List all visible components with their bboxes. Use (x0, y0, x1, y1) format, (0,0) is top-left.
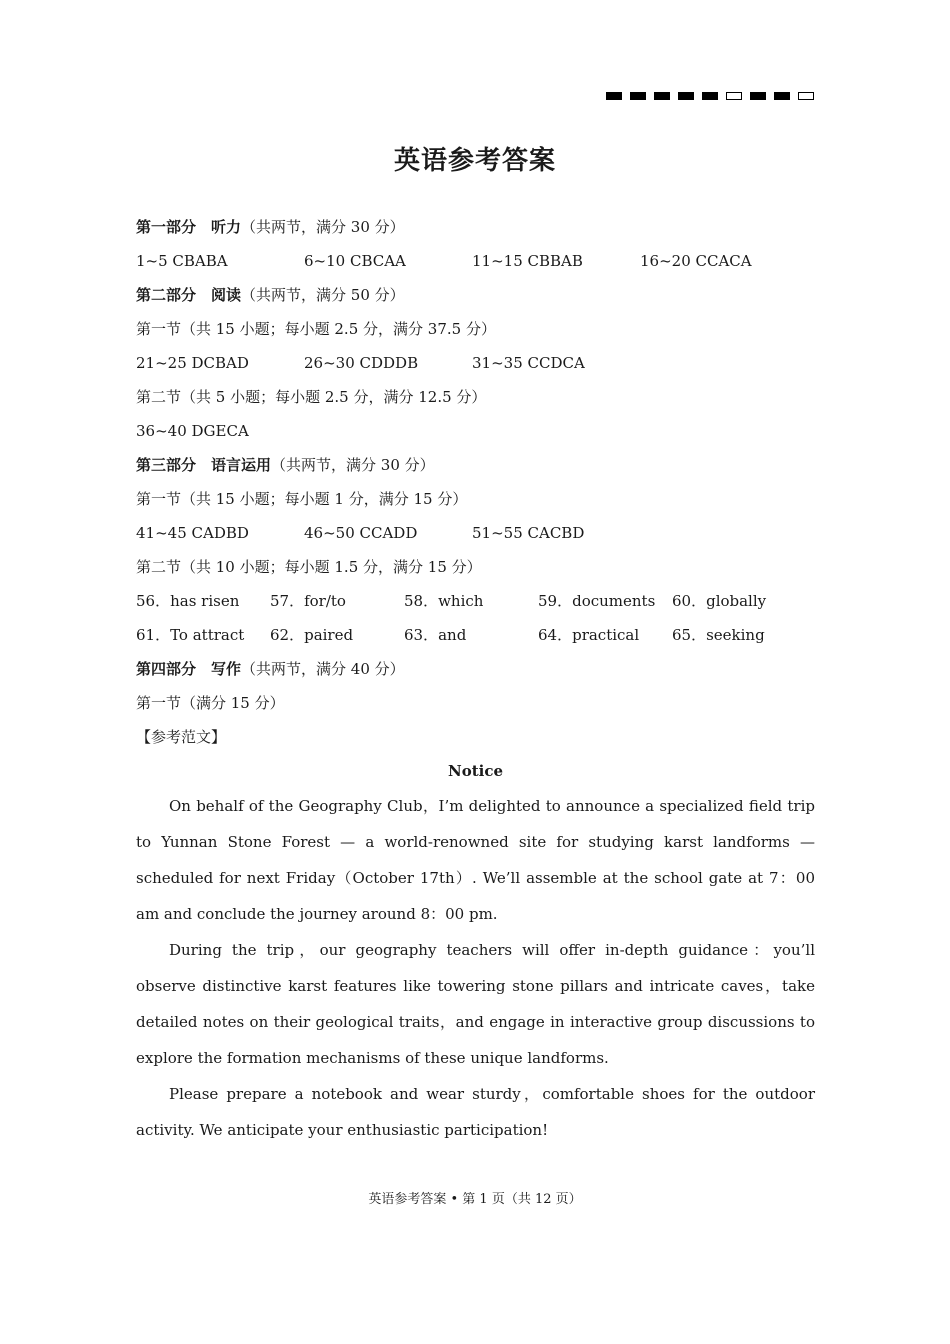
header-mark (726, 92, 742, 100)
part3-sec1-label: 第一节（共 15 小题；每小题 1 分，满分 15 分） (136, 490, 468, 508)
sample-paragraph: On behalf of the Geography Club，I’m delighted to announce a specialized field trip to Yunnan Stone Forest — a world-renowned site for studying karst landforms — scheduled for next Friday（October 17th）. We’ll assemble at the school gate at 7：00 am and conclude the journey around 8：00 pm. (136, 797, 815, 923)
part2-heading: 第二部分 阅读（共两节，满分 50 分） (136, 286, 405, 304)
answer-item: 58．which (404, 592, 484, 610)
answer-group: 31~35 CCDCA (472, 354, 585, 372)
part3-sec2-label: 第二节（共 10 小题；每小题 1.5 分，满分 15 分） (136, 558, 482, 576)
sample-label: 【参考范文】 (136, 728, 227, 746)
answer-content (136, 210, 815, 1148)
answer-group: 21~25 DCBAD (136, 354, 249, 372)
answer-group: 6~10 CBCAA (304, 252, 406, 270)
part2-sec1-label: 第一节（共 15 小题；每小题 2.5 分，满分 37.5 分） (136, 320, 496, 338)
answer-group: 36~40 DGECA (136, 422, 249, 440)
header-mark (606, 92, 622, 100)
header-marks (606, 92, 814, 100)
answer-group: 51~55 CACBD (472, 524, 585, 542)
answer-group: 46~50 CCADD (304, 524, 418, 542)
sample-paragraph: During the trip，our geography teachers will offer in-depth guidance：you’ll observe distinctive karst features like towering stone pillars and intricate caves，take detailed notes on their geological traits，and engage in interactive group discussions to explore the formation mechanisms of these unique landforms. (136, 941, 815, 1067)
part2-sec2-label: 第二节（共 5 小题；每小题 2.5 分，满分 12.5 分） (136, 388, 487, 406)
part1-heading: 第一部分 听力（共两节，满分 30 分） (136, 218, 405, 236)
header-mark (630, 92, 646, 100)
header-mark (702, 92, 718, 100)
header-mark (774, 92, 790, 100)
header-mark (678, 92, 694, 100)
page-title: 英语参考答案 (393, 146, 556, 176)
part3-sec2-row1 (136, 584, 815, 618)
sample-title: Notice (447, 762, 504, 780)
answer-group: 11~15 CBBAB (472, 252, 583, 270)
answer-item: 64．practical (538, 626, 640, 644)
answer-item: 56．has risen (136, 592, 240, 610)
part1-answers (136, 244, 815, 278)
answer-group: 41~45 CADBD (136, 524, 249, 542)
header-mark (750, 92, 766, 100)
part3-heading: 第三部分 语言运用（共两节，满分 30 分） (136, 456, 435, 474)
answer-group: 16~20 CCACA (640, 252, 752, 270)
header-mark (798, 92, 814, 100)
answer-item: 63．and (404, 626, 467, 644)
header-mark (654, 92, 670, 100)
sample-paragraph: Please prepare a notebook and wear sturdy，comfortable shoes for the outdoor activity. We anticipate your enthusiastic participation! (136, 1085, 815, 1139)
answer-group: 26~30 CDDDB (304, 354, 419, 372)
answer-group: 1~5 CBABA (136, 252, 228, 270)
answer-item: 57．for/to (270, 592, 346, 610)
answer-item: 59．documents (538, 592, 656, 610)
answer-item: 62．paired (270, 626, 354, 644)
part3-sec1-answers (136, 516, 815, 550)
answer-item: 60．globally (672, 592, 767, 610)
part2-sec2-answers (136, 414, 815, 448)
part2-sec1-answers (136, 346, 815, 380)
part4-heading: 第四部分 写作（共两节，满分 40 分） (136, 660, 405, 678)
answer-item: 61．To attract (136, 626, 245, 644)
part3-sec2-row2 (136, 618, 815, 652)
page-footer: 英语参考答案 • 第 1 页（共 12 页） (368, 1192, 582, 1207)
answer-item: 65．seeking (672, 626, 765, 644)
part4-sec1-label: 第一节（满分 15 分） (136, 694, 285, 712)
